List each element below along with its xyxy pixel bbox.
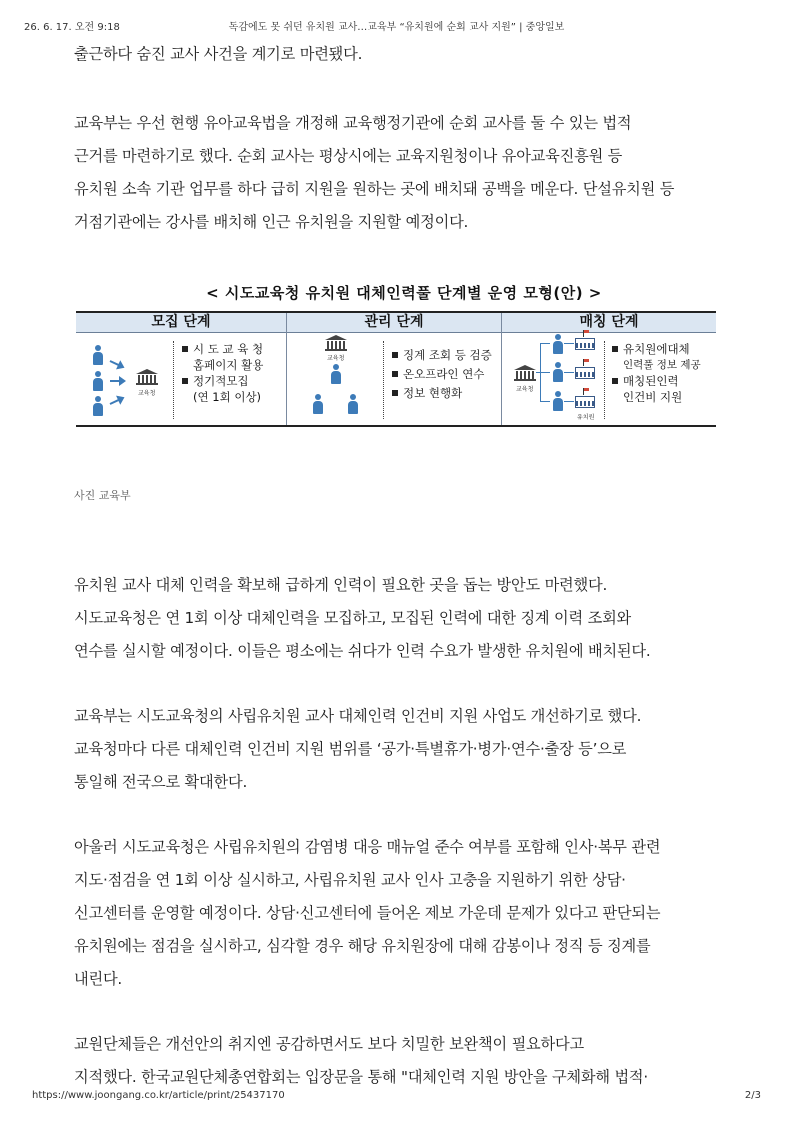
match-bullet-list	[612, 341, 710, 405]
person-icon	[92, 371, 104, 391]
bullet-square-icon	[182, 346, 188, 352]
office-building-icon	[325, 335, 347, 351]
connector-line	[564, 372, 574, 373]
table-bottom-rule	[76, 425, 716, 427]
table-header-row	[76, 313, 716, 333]
connector-line	[536, 372, 550, 373]
paragraph	[74, 569, 734, 668]
person-icon	[312, 394, 324, 414]
dotted-divider	[604, 341, 605, 419]
print-header	[24, 18, 769, 34]
text-line: 교육부는 시도교육청의 사립유치원 교사 대체인력 인건비 지원 사업도 개선하기로 했다.	[74, 707, 642, 725]
photo-caption: 사진 교육부	[74, 489, 131, 502]
stage-model-table	[76, 311, 716, 427]
bullet-item: 시 도 교 육 청	[182, 341, 282, 357]
connector-line	[564, 343, 574, 344]
text-line: 시도교육청은 연 1회 이상 대체인력을 모집하고, 모집된 인력에 대한 징계 이력 조회와	[74, 609, 632, 627]
print-url: https://www.joongang.co.kr/article/print/25437170	[32, 1090, 285, 1101]
office-building-icon	[136, 369, 158, 385]
building-label: 교육청	[516, 386, 534, 393]
article-figure	[74, 282, 734, 537]
connector-line	[540, 401, 550, 402]
text-line: 유치원 소속 기관 업무를 하다 급히 지원을 원하는 곳에 배치돼 공백을 메운다. 단설유치원 등	[74, 180, 675, 198]
text-line: 아울러 시도교육청은 사립유치원의 감염병 대응 매뉴얼 준수 여부를 포함해 인사·복무 관련	[74, 838, 661, 856]
print-footer	[32, 1090, 761, 1106]
stage-cell-manage	[287, 333, 501, 425]
connector-line	[540, 343, 550, 344]
text-line: 교육부는 우선 현행 유아교육법을 개정해 교육행정기관에 순회 교사를 둘 수 있는 법적	[74, 114, 632, 132]
stage-cell-match	[502, 333, 716, 425]
paragraph	[74, 700, 734, 799]
recruit-bullet-list	[182, 341, 282, 405]
school-building-icon	[575, 365, 595, 379]
article-body	[74, 38, 734, 1094]
bullet-item: 정기적모집	[182, 373, 282, 389]
bullet-square-icon	[392, 390, 398, 396]
building-label: 교육청	[327, 355, 345, 362]
text-line: 유치원 교사 대체 인력을 확보해 급하게 인력이 필요한 곳을 돕는 방안도 마련했다.	[74, 576, 608, 594]
paragraph	[74, 107, 734, 239]
person-icon	[92, 396, 104, 416]
person-icon	[552, 362, 564, 382]
person-icon	[330, 364, 342, 384]
bullet-continuation: 인건비 지원	[623, 390, 683, 404]
page-number: 2/3	[744, 1090, 761, 1101]
bullet-continuation: 홈페이지 활용	[193, 358, 264, 372]
bullet-item: 정보 현행화	[392, 385, 492, 401]
person-icon	[552, 334, 564, 354]
bullet-item: 매칭된인력	[612, 373, 710, 389]
text-line: 교원단체들은 개선안의 취지엔 공감하면서도 보다 치밀한 보완책이 필요하다고	[74, 1035, 584, 1053]
person-icon	[347, 394, 359, 414]
print-page-title: 독감에도 못 쉬던 유치원 교사…교육부 “유치원에 순회 교사 지원” | 중앙일보	[228, 22, 565, 33]
person-icon	[92, 345, 104, 365]
bullet-square-icon	[612, 378, 618, 384]
stage-cell-recruit	[76, 333, 286, 425]
print-datetime: 26. 6. 17. 오전 9:18	[24, 22, 120, 33]
person-icon	[552, 391, 564, 411]
text-line: 내린다.	[74, 970, 123, 988]
text-line: 출근하다 숨진 교사 사건을 계기로 마련됐다.	[74, 45, 363, 63]
arrow-icon	[110, 397, 124, 405]
office-building-icon	[514, 365, 536, 381]
bullet-square-icon	[612, 346, 618, 352]
paragraph	[74, 831, 734, 996]
stage-header-match: 매칭 단계	[579, 314, 639, 330]
text-line: 유치원에는 점검을 실시하고, 심각할 경우 해당 유치원장에 대해 감봉이나 정직 등 징계를	[74, 937, 651, 955]
text-line: 연수를 실시할 예정이다. 이들은 평소에는 쉬다가 인력 수요가 발생한 유치원에 배치된다.	[74, 642, 651, 660]
bullet-square-icon	[182, 378, 188, 384]
paragraph	[74, 1028, 734, 1094]
text-line: 지적했다. 한국교원단체총연합회는 입장문을 통해 "대체인력 지원 방안을 구체화해 법적·	[74, 1068, 649, 1086]
paragraph	[74, 38, 734, 71]
arrow-icon	[110, 360, 124, 368]
arrow-icon	[110, 380, 124, 382]
text-line: 지도·점검을 연 1회 이상 실시하고, 사립유치원 교사 인사 고충을 지원하기 위한 상담·	[74, 871, 626, 889]
bullet-item: 유치원에대체	[612, 341, 710, 357]
figure-title: < 시도교육청 유치원 대체인력풀 단계별 운영 모형(안) >	[206, 284, 602, 302]
connector-line	[564, 401, 574, 402]
bullet-square-icon	[392, 371, 398, 377]
building-label: 교육청	[138, 390, 156, 397]
dotted-divider	[173, 341, 174, 419]
manage-bullet-list	[392, 347, 492, 401]
stage-header-manage: 관리 단계	[364, 314, 424, 330]
school-building-icon	[575, 336, 595, 350]
text-line: 근거를 마련하기로 했다. 순회 교사는 평상시에는 교육지원청이나 유아교육진흥원 등	[74, 147, 623, 165]
school-building-icon	[575, 394, 595, 408]
bullet-item: 온오프라인 연수	[392, 366, 492, 382]
bullet-square-icon	[392, 352, 398, 358]
bullet-item: 징계 조회 등 검증	[392, 347, 492, 363]
bullet-continuation: 인력풀 정보 제공	[623, 359, 701, 371]
stage-header-recruit: 모집 단계	[151, 314, 211, 330]
text-line: 교육청마다 다른 대체인력 인건비 지원 범위를 ‘공가·특별휴가·병가·연수·출장 등’으로	[74, 740, 627, 758]
text-line: 신고센터를 운영할 예정이다. 상담·신고센터에 들어온 제보 가운데 문제가 있다고 판단되는	[74, 904, 661, 922]
text-line: 거점기관에는 강사를 배치해 인근 유치원을 지원할 예정이다.	[74, 213, 469, 231]
bullet-continuation: (연 1회 이상)	[193, 390, 262, 404]
text-line: 통일해 전국으로 확대한다.	[74, 773, 248, 791]
school-label: 유치원	[577, 414, 595, 421]
dotted-divider	[383, 341, 384, 419]
